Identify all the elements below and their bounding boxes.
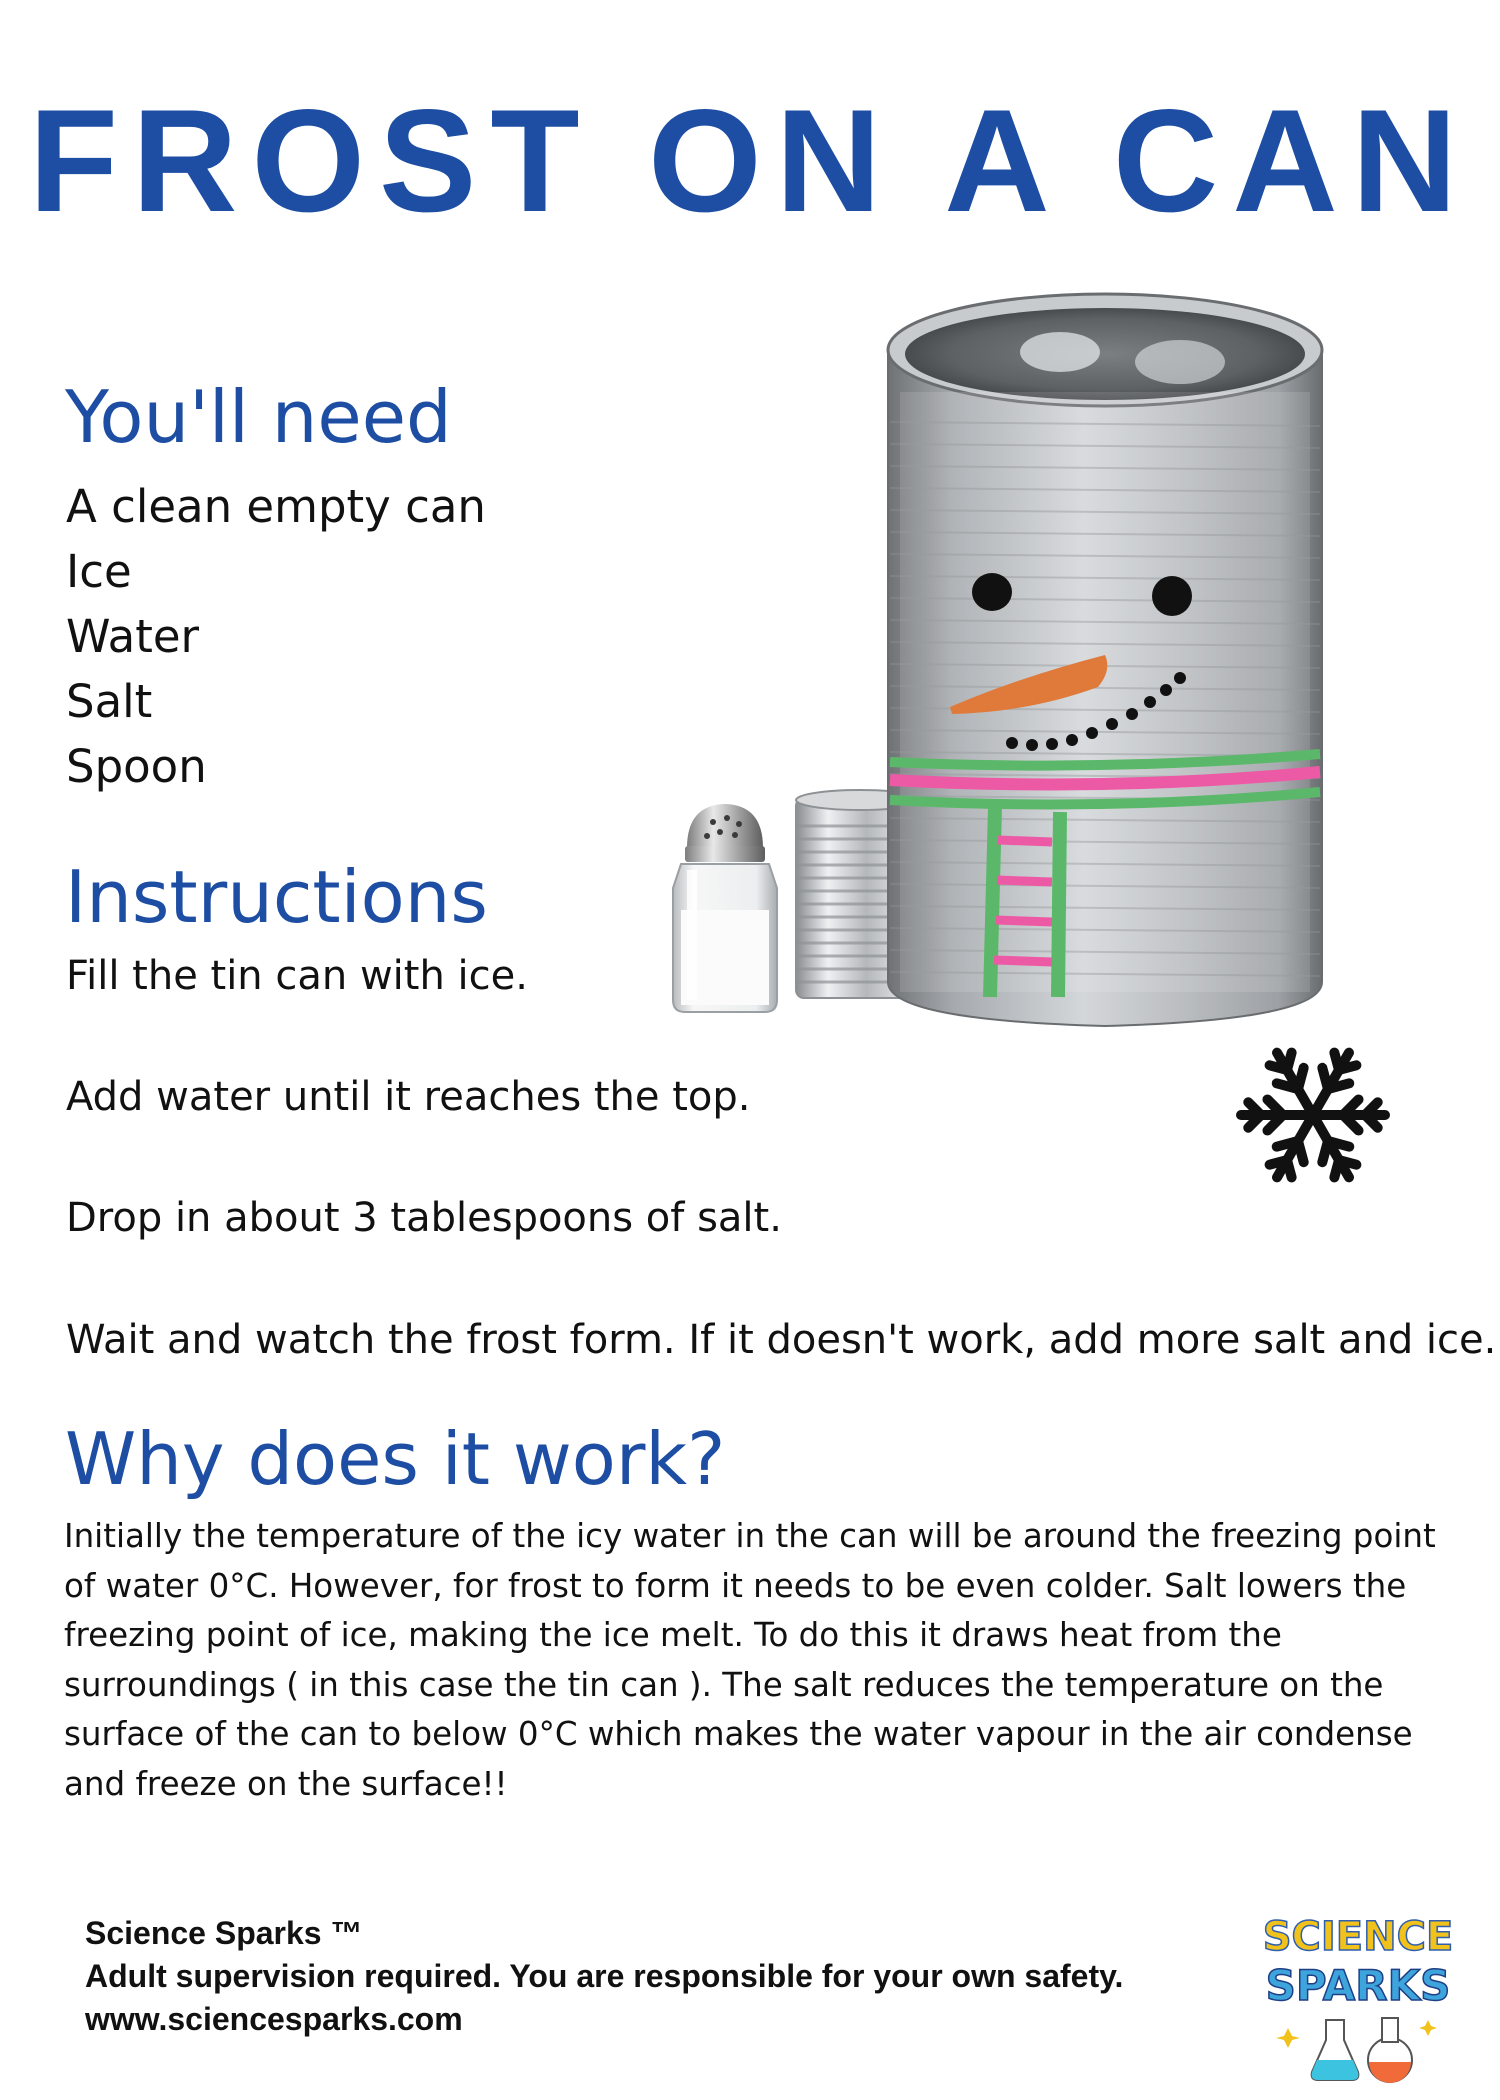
instruction-step-2: Add water until it reaches the top.	[66, 1074, 751, 1120]
list-item: Ice	[66, 545, 132, 598]
page-title: FROST ON A CAN	[28, 79, 1472, 242]
snowflake-icon	[1228, 1030, 1398, 1200]
explanation-line: surroundings ( in this case the tin can ). The salt reduces the temperature on the	[64, 1665, 1384, 1704]
list-item: Salt	[66, 675, 153, 728]
science-sparks-logo	[1262, 1900, 1454, 2090]
footer	[85, 1912, 1123, 2041]
salt-shaker	[665, 800, 785, 1015]
list-item: A clean empty can	[66, 480, 486, 533]
snowman-can	[880, 292, 1330, 1032]
instruction-step-1: Fill the tin can with ice.	[66, 953, 528, 999]
explanation-paragraph	[64, 1512, 1464, 1809]
explanation-line: of water 0°C. However, for frost to form it needs to be even colder. Salt lowers the	[64, 1566, 1407, 1605]
footer-website[interactable]: www.sciencesparks.com	[85, 2001, 463, 2037]
list-item: Spoon	[66, 740, 207, 793]
explanation-line: Initially the temperature of the icy water in the can will be around the freezing point	[64, 1517, 1436, 1555]
instruction-step-4: Wait and watch the frost form. If it doesn't work, add more salt and ice.	[66, 1317, 1497, 1363]
why-heading: Why does it work?	[65, 1417, 726, 1501]
list-item: Water	[66, 610, 200, 663]
explanation-line: and freeze on the surface!!	[64, 1764, 508, 1803]
instructions-heading: Instructions	[65, 855, 488, 939]
explanation-line: freezing point of ice, making the ice melt. To do this it draws heat from the	[64, 1616, 1282, 1654]
supplies-list	[66, 474, 486, 799]
explanation-line: surface of the can to below 0°C which makes the water vapour in the air condense	[64, 1715, 1413, 1753]
needs-heading: You'll need	[65, 375, 452, 459]
footer-brand: Science Sparks ™	[85, 1915, 363, 1951]
logo-line-1: SCIENCE	[1262, 1914, 1454, 1960]
footer-warning: Adult supervision required. You are responsible for your own safety.	[85, 1958, 1124, 1994]
instruction-step-3: Drop in about 3 tablespoons of salt.	[66, 1195, 782, 1241]
logo-line-2: SPARKS	[1265, 1961, 1451, 2010]
